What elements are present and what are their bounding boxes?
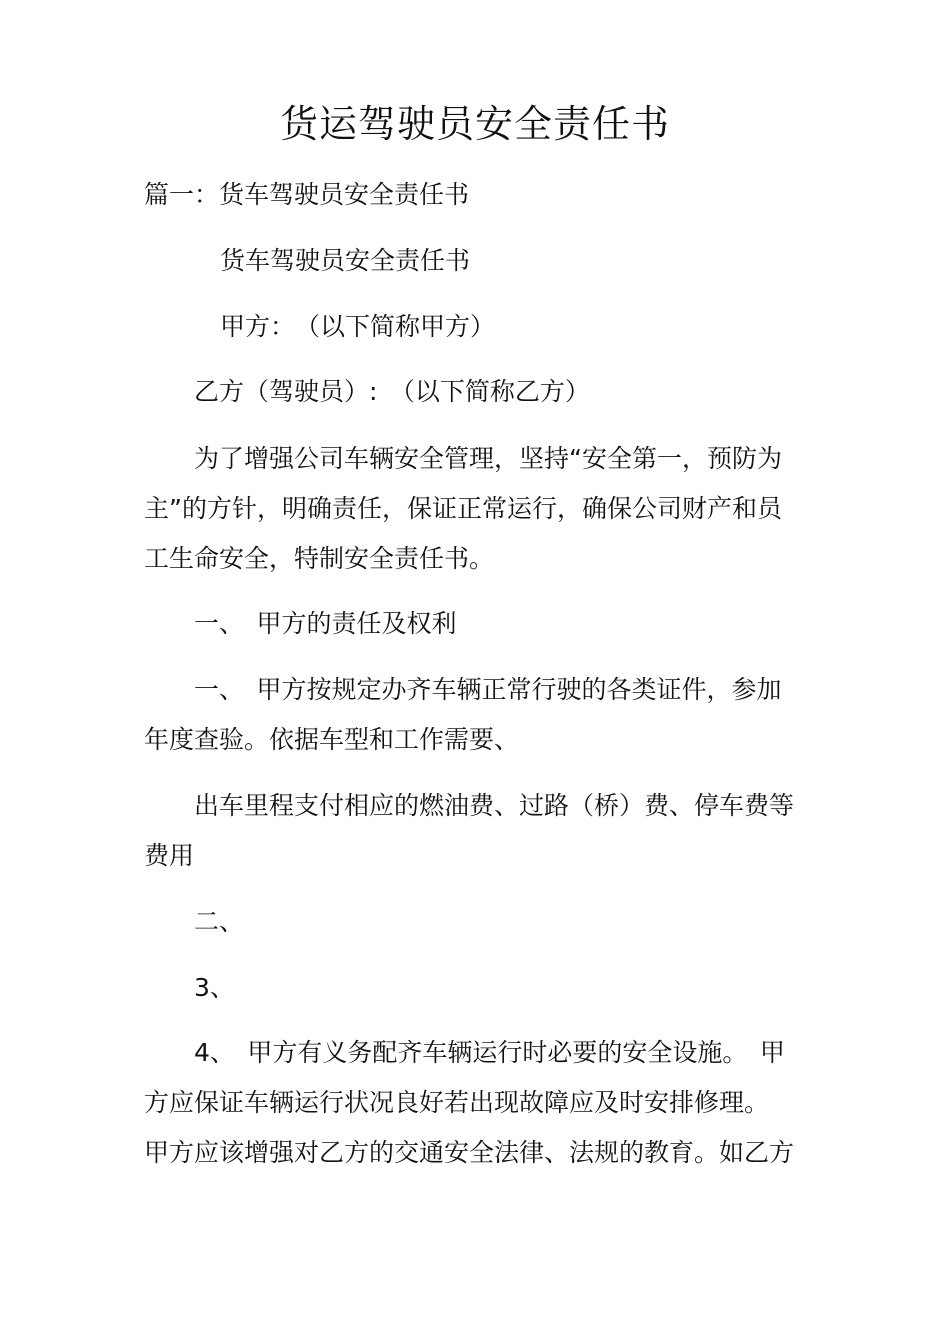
clause-heading: 一、 甲方的责任及权利 <box>194 609 457 638</box>
party-a-line: 甲方： （以下简称甲方） <box>220 312 496 341</box>
clause-1-continuation <box>144 781 824 881</box>
intro-line: 为了增强公司车辆安全管理，坚持“安全第一，预防为 <box>194 444 782 473</box>
clause-line: 甲方应该增强对乙方的交通安全法律、法规的教育。如乙方 <box>144 1138 795 1167</box>
party-b-line: 乙方（驾驶员）: （以下简称乙方） <box>194 377 590 406</box>
clause-line: 4、 甲方有义务配齐车辆运行时必要的安全设施。 甲 <box>194 1038 785 1067</box>
intro-line: 工生命安全，特制安全责任书。 <box>144 544 495 573</box>
subtitle: 货车驾驶员安全责任书 <box>220 246 471 275</box>
clause-line: 年度查验。依据车型和工作需要、 <box>144 725 520 754</box>
clause-3: 3、 <box>194 973 235 1002</box>
section-heading: 篇一：货车驾驶员安全责任书 <box>144 180 470 209</box>
clause-line: 出车里程支付相应的燃油费、过路（桥）费、停车费等 <box>194 791 795 820</box>
intro-line: 主”的方针，明确责任，保证正常运行，确保公司财产和员 <box>144 494 782 523</box>
intro-paragraph <box>144 434 824 584</box>
clause-line: 一、 甲方按规定办齐车辆正常行驶的各类证件，参加 <box>194 675 782 704</box>
clause-1-paragraph <box>144 665 824 765</box>
clause-line: 方应保证车辆运行状况良好若出现故障应及时安排修理。 <box>144 1088 770 1117</box>
clause-4-paragraph <box>144 1028 824 1178</box>
clause-line: 费用 <box>144 841 195 870</box>
document-title: 货运驾驶员安全责任书 <box>279 102 670 146</box>
clause-2: 二、 <box>194 907 245 936</box>
